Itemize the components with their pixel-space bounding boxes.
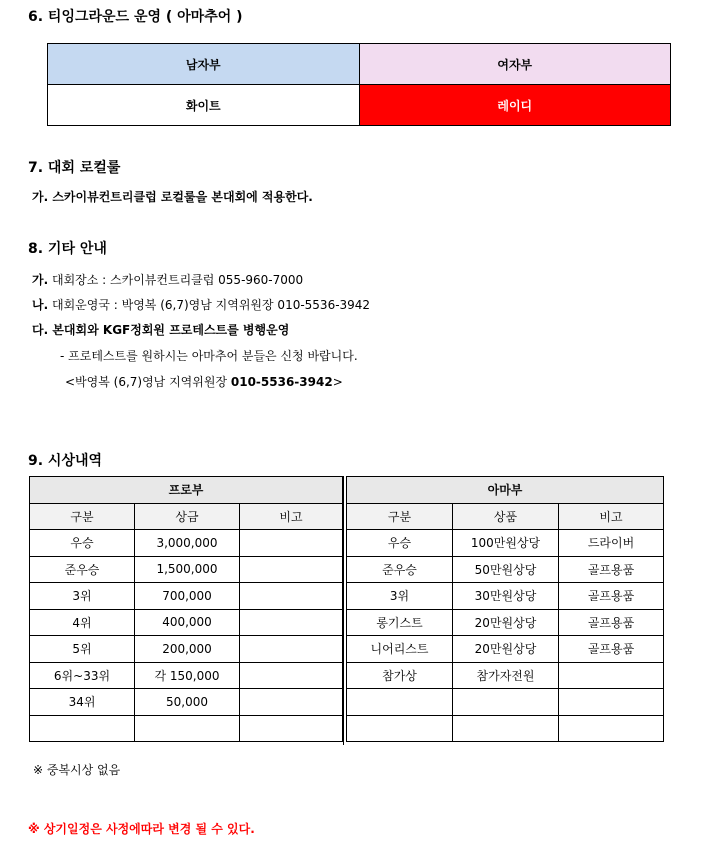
duplicate-award-note: ※ 중복시상 없음 [33,763,121,777]
amateur-table-cell: 준우승 [347,556,453,583]
pro-table-cell [240,556,343,583]
info-text: 대회운영국 : 박영복 (6,7)영남 지역위원장 010-5536-3942 [51,298,371,312]
pro-table-cell: 각 150,000 [135,662,240,689]
pro-table-cell [135,715,240,742]
contact-suffix: > [332,375,343,389]
amateur-table-row [347,689,664,716]
amateur-col-remarks: 비고 [559,503,664,530]
pro-table-cell: 50,000 [135,689,240,716]
pro-table-cell: 1,500,000 [135,556,240,583]
pro-table-row [30,662,343,689]
amateur-table-cell: 골프용품 [559,556,664,583]
amateur-table-row [347,530,664,557]
schedule-change-note: ※ 상기일정은 사정에따라 변경 될 수 있다. [28,822,255,836]
amateur-table-cell: 50만원상당 [453,556,559,583]
pro-table-row [30,530,343,557]
pro-table-cell [240,715,343,742]
amateur-table-row [347,609,664,636]
info-text: 대회장소 : 스카이뷰컨트리클럽 055-960-7000 [51,273,304,287]
amateur-table-cell: 니어리스트 [347,636,453,663]
info-item-protest [32,321,289,338]
men-tee-value: 화이트 [48,85,360,126]
amateur-table-cell: 3위 [347,583,453,610]
pro-table-row [30,583,343,610]
section-7-title: 7. 대회 로컬룰 [28,160,121,176]
pro-table-cell: 우승 [30,530,135,557]
pro-table-cell: 5위 [30,636,135,663]
protest-note-line2 [65,373,343,390]
pro-table-title: 프로부 [30,477,343,504]
info-marker: 나. [32,298,49,312]
pro-col-remarks: 비고 [240,503,343,530]
amateur-table-cell [347,715,453,742]
amateur-col-category: 구분 [347,503,453,530]
amateur-table-cell [347,689,453,716]
pro-table-cell: 34위 [30,689,135,716]
local-rule-item: 가. 스카이뷰컨트리클럽 로컬룰을 본대회에 적용한다. [32,190,313,204]
amateur-table-cell [559,689,664,716]
pro-table-cell [240,662,343,689]
amateur-table-row [347,583,664,610]
amateur-prize-table [346,476,664,742]
contact-phone: 010-5536-3942 [230,375,333,389]
pro-table-cell: 준우승 [30,556,135,583]
men-division-header: 남자부 [48,44,360,85]
amateur-table-cell: 100만원상당 [453,530,559,557]
pro-table-cell [240,609,343,636]
pro-table-cell: 200,000 [135,636,240,663]
amateur-table-row [347,636,664,663]
section-8-title: 8. 기타 안내 [28,241,107,257]
amateur-table-row [347,715,664,742]
pro-prize-table [29,476,343,742]
info-item-office [32,296,370,313]
pro-col-category: 구분 [30,503,135,530]
pro-table-row [30,715,343,742]
amateur-table-cell: 우승 [347,530,453,557]
amateur-table-cell: 참가상 [347,662,453,689]
pro-table-cell: 3위 [30,583,135,610]
amateur-table-cell [453,689,559,716]
amateur-col-prize: 상품 [453,503,559,530]
pro-table-row [30,556,343,583]
tee-ground-table [47,43,671,126]
pro-table-cell [240,530,343,557]
amateur-table-cell: 20만원상당 [453,636,559,663]
amateur-table-cell [453,715,559,742]
pro-table-cell: 400,000 [135,609,240,636]
pro-table-cell [30,715,135,742]
amateur-table-row [347,556,664,583]
women-division-header: 여자부 [359,44,671,85]
info-marker: 다. [32,323,49,337]
pro-table-body [30,530,343,742]
pro-col-prize: 상금 [135,503,240,530]
pro-table-row [30,609,343,636]
table-divider [343,476,344,745]
amateur-table-cell: 골프용품 [559,609,664,636]
amateur-table-cell [559,715,664,742]
amateur-table-cell: 롱기스트 [347,609,453,636]
info-text: 본대회와 KGF정회원 프로테스트를 병행운영 [52,323,290,337]
amateur-table-cell: 드라이버 [559,530,664,557]
section-6-title: 6. 티잉그라운드 운영 ( 아마추어 ) [28,9,243,25]
info-marker: 가. [32,273,49,287]
pro-table-cell [240,689,343,716]
pro-table-cell: 6위~33위 [30,662,135,689]
amateur-table-cell: 골프용품 [559,636,664,663]
amateur-table-cell: 골프용품 [559,583,664,610]
protest-note-line1: - 프로테스트를 원하시는 아마추어 분들은 신청 바랍니다. [60,349,358,363]
women-tee-value: 레이디 [359,85,671,126]
pro-table-row [30,689,343,716]
pro-table-cell: 700,000 [135,583,240,610]
amateur-table-row [347,662,664,689]
pro-table-cell: 4위 [30,609,135,636]
pro-table-row [30,636,343,663]
pro-table-cell [240,583,343,610]
amateur-table-cell: 20만원상당 [453,609,559,636]
amateur-table-cell: 30만원상당 [453,583,559,610]
pro-table-cell [240,636,343,663]
amateur-table-cell [559,662,664,689]
info-item-venue [32,271,303,288]
contact-prefix: <박영복 (6,7)영남 지역위원장 [65,375,231,389]
pro-table-cell: 3,000,000 [135,530,240,557]
section-9-title: 9. 시상내역 [28,453,103,469]
amateur-table-title: 아마부 [347,477,664,504]
amateur-table-cell: 참가자전원 [453,662,559,689]
amateur-table-body [347,530,664,742]
